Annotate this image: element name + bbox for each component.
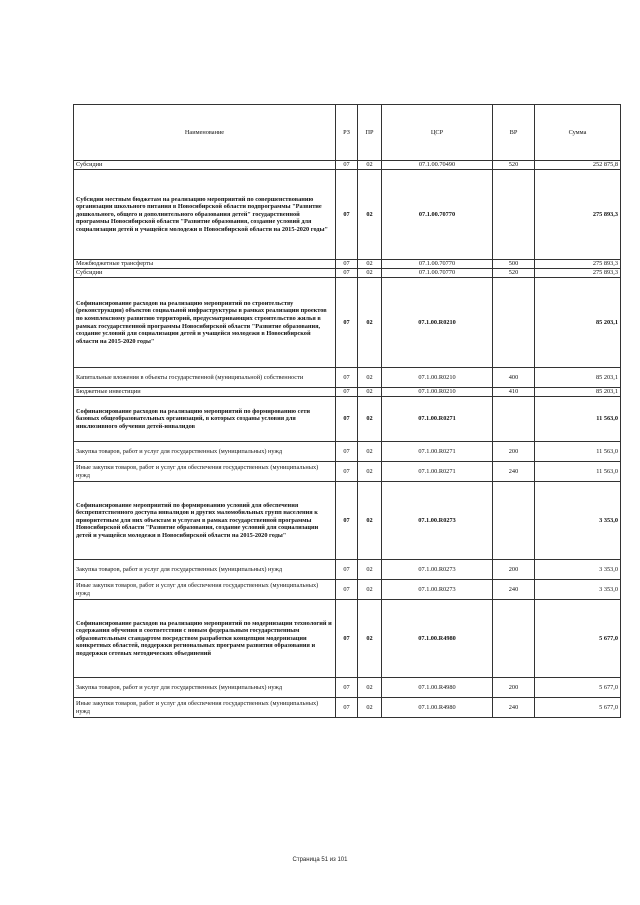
cell-vr: 410 bbox=[493, 388, 535, 397]
cell-pr: 02 bbox=[358, 388, 382, 397]
header-vr: ВР bbox=[493, 105, 535, 161]
cell-csr: 07.1.00.R0273 bbox=[382, 580, 493, 600]
header-pr: ПР bbox=[358, 105, 382, 161]
cell-name: Капитальные вложения в объекты государственной (муниципальной) собственности bbox=[74, 368, 336, 388]
cell-vr bbox=[493, 397, 535, 442]
table-row bbox=[74, 269, 621, 278]
cell-rz: 07 bbox=[336, 170, 358, 260]
cell-rz: 07 bbox=[336, 260, 358, 269]
cell-pr: 02 bbox=[358, 600, 382, 678]
cell-rz: 07 bbox=[336, 161, 358, 170]
cell-rz: 07 bbox=[336, 278, 358, 368]
cell-csr: 07.1.00.R0210 bbox=[382, 278, 493, 368]
cell-sum: 275 893,3 bbox=[535, 170, 621, 260]
cell-csr: 07.1.00.R0210 bbox=[382, 388, 493, 397]
cell-sum: 85 203,1 bbox=[535, 368, 621, 388]
cell-rz: 07 bbox=[336, 397, 358, 442]
budget-table bbox=[73, 104, 621, 718]
cell-vr: 200 bbox=[493, 442, 535, 462]
cell-vr bbox=[493, 170, 535, 260]
cell-name: Иные закупки товаров, работ и услуг для обеспечения государственных (муниципальных) нужд bbox=[74, 580, 336, 600]
cell-name: Межбюджетные трансферты bbox=[74, 260, 336, 269]
cell-rz: 07 bbox=[336, 698, 358, 718]
cell-name: Софинансирование расходов на реализацию мероприятий по модернизации технологий и содержания обучения в соответствии с новым федеральным государственным образовательным стандартом посредством разработки концепции модернизации конкретных областей, поддержки региональных программ развития образования и поддержки сетевых методических объединений bbox=[74, 600, 336, 678]
cell-csr: 07.1.00.R0210 bbox=[382, 368, 493, 388]
cell-name: Субсидии местным бюджетам на реализацию мероприятий по совершенствованию организации школьного питания в Новосибирской области подпрограммы "Развитие дошкольного, общего и дополнительного образования детей" государственной программы Новосибирской области "Развитие образования, создание условий для социализации детей и учащейся молодежи в Новосибирской области на 2015-2020 годы" bbox=[74, 170, 336, 260]
cell-sum: 85 203,1 bbox=[535, 278, 621, 368]
cell-pr: 02 bbox=[358, 397, 382, 442]
table-row bbox=[74, 462, 621, 482]
cell-pr: 02 bbox=[358, 278, 382, 368]
table-row bbox=[74, 442, 621, 462]
cell-csr: 07.1.00.70770 bbox=[382, 170, 493, 260]
cell-vr: 240 bbox=[493, 580, 535, 600]
table-row bbox=[74, 560, 621, 580]
cell-sum: 11 563,0 bbox=[535, 397, 621, 442]
cell-csr: 07.1.00.70770 bbox=[382, 260, 493, 269]
cell-pr: 02 bbox=[358, 560, 382, 580]
cell-rz: 07 bbox=[336, 368, 358, 388]
cell-sum: 3 353,0 bbox=[535, 580, 621, 600]
cell-rz: 07 bbox=[336, 580, 358, 600]
cell-vr bbox=[493, 278, 535, 368]
cell-csr: 07.1.00.R0273 bbox=[382, 560, 493, 580]
cell-pr: 02 bbox=[358, 161, 382, 170]
header-sum: Сумма bbox=[535, 105, 621, 161]
cell-pr: 02 bbox=[358, 580, 382, 600]
header-csr: ЦСР bbox=[382, 105, 493, 161]
table-row bbox=[74, 368, 621, 388]
cell-sum: 5 677,0 bbox=[535, 698, 621, 718]
cell-sum: 275 893,3 bbox=[535, 269, 621, 278]
cell-pr: 02 bbox=[358, 269, 382, 278]
cell-name: Субсидии bbox=[74, 269, 336, 278]
cell-vr bbox=[493, 482, 535, 560]
header-rz: РЗ bbox=[336, 105, 358, 161]
cell-csr: 07.1.00.R0273 bbox=[382, 482, 493, 560]
cell-sum: 5 677,0 bbox=[535, 678, 621, 698]
cell-sum: 85 203,1 bbox=[535, 388, 621, 397]
cell-vr: 400 bbox=[493, 368, 535, 388]
cell-name: Иные закупки товаров, работ и услуг для обеспечения государственных (муниципальных) нужд bbox=[74, 462, 336, 482]
table-body bbox=[74, 161, 621, 718]
table-row bbox=[74, 161, 621, 170]
cell-vr: 200 bbox=[493, 678, 535, 698]
cell-rz: 07 bbox=[336, 600, 358, 678]
cell-name: Бюджетные инвестиции bbox=[74, 388, 336, 397]
cell-pr: 02 bbox=[358, 698, 382, 718]
cell-sum: 5 677,0 bbox=[535, 600, 621, 678]
cell-pr: 02 bbox=[358, 482, 382, 560]
cell-rz: 07 bbox=[336, 442, 358, 462]
cell-vr: 240 bbox=[493, 698, 535, 718]
cell-name: Закупка товаров, работ и услуг для государственных (муниципальных) нужд bbox=[74, 442, 336, 462]
table-row bbox=[74, 260, 621, 269]
table-row bbox=[74, 388, 621, 397]
cell-sum: 3 353,0 bbox=[535, 560, 621, 580]
cell-rz: 07 bbox=[336, 388, 358, 397]
cell-sum: 11 563,0 bbox=[535, 462, 621, 482]
cell-rz: 07 bbox=[336, 269, 358, 278]
table-row bbox=[74, 600, 621, 678]
cell-csr: 07.1.00.R0271 bbox=[382, 442, 493, 462]
cell-csr: 07.1.00.R0271 bbox=[382, 397, 493, 442]
cell-vr: 200 bbox=[493, 560, 535, 580]
table-row bbox=[74, 482, 621, 560]
cell-pr: 02 bbox=[358, 462, 382, 482]
cell-sum: 3 353,0 bbox=[535, 482, 621, 560]
cell-rz: 07 bbox=[336, 482, 358, 560]
cell-rz: 07 bbox=[336, 462, 358, 482]
cell-name: Субсидии bbox=[74, 161, 336, 170]
cell-csr: 07.1.00.R4980 bbox=[382, 698, 493, 718]
cell-sum: 11 563,0 bbox=[535, 442, 621, 462]
cell-vr bbox=[493, 600, 535, 678]
header-name: Наименование bbox=[74, 105, 336, 161]
cell-sum: 275 893,3 bbox=[535, 260, 621, 269]
cell-csr: 07.1.00.R0271 bbox=[382, 462, 493, 482]
cell-pr: 02 bbox=[358, 170, 382, 260]
cell-name: Иные закупки товаров, работ и услуг для обеспечения государственных (муниципальных) нужд bbox=[74, 698, 336, 718]
header-row bbox=[74, 105, 621, 161]
table-row bbox=[74, 170, 621, 260]
cell-csr: 07.1.00.R4980 bbox=[382, 600, 493, 678]
cell-name: Софинансирование мероприятий по формированию условий для обеспечения беспрепятственного доступа инвалидов и других маломобильных групп населения к приоритетным для них объектам и услугам в рамках государственной программы Новосибирской области "Развитие образования, создание условий для социализации детей и учащейся молодежи в Новосибирской области на 2015-2020 годы" bbox=[74, 482, 336, 560]
table-row bbox=[74, 580, 621, 600]
cell-sum: 252 875,8 bbox=[535, 161, 621, 170]
cell-name: Софинансирование расходов на реализацию мероприятий по строительству (реконструкции) объектов социальной инфраструктуры в рамках реализации проектов по комплексному развитию территорий, предусматривающих строительство жилья в рамках государственной программы Новосибирской области "Развитие образования, создание условий для социализации детей и учащейся молодежи в Новосибирской области на 2015-2020 годы" bbox=[74, 278, 336, 368]
cell-rz: 07 bbox=[336, 678, 358, 698]
cell-vr: 520 bbox=[493, 161, 535, 170]
cell-csr: 07.1.00.70490 bbox=[382, 161, 493, 170]
cell-csr: 07.1.00.R4980 bbox=[382, 678, 493, 698]
cell-rz: 07 bbox=[336, 560, 358, 580]
cell-pr: 02 bbox=[358, 260, 382, 269]
table-row bbox=[74, 678, 621, 698]
cell-name: Закупка товаров, работ и услуг для государственных (муниципальных) нужд bbox=[74, 560, 336, 580]
cell-pr: 02 bbox=[358, 442, 382, 462]
cell-pr: 02 bbox=[358, 368, 382, 388]
cell-pr: 02 bbox=[358, 678, 382, 698]
cell-vr: 520 bbox=[493, 269, 535, 278]
cell-vr: 500 bbox=[493, 260, 535, 269]
cell-csr: 07.1.00.70770 bbox=[382, 269, 493, 278]
page-number: Страница 51 из 101 bbox=[292, 857, 348, 863]
cell-name: Софинансирование расходов на реализацию мероприятий по формированию сети базовых общеобразовательных организаций, в которых созданы условия для инклюзивного обучения детей-инвалидов bbox=[74, 397, 336, 442]
cell-name: Закупка товаров, работ и услуг для государственных (муниципальных) нужд bbox=[74, 678, 336, 698]
table-row bbox=[74, 397, 621, 442]
cell-vr: 240 bbox=[493, 462, 535, 482]
table-row bbox=[74, 698, 621, 718]
table-row bbox=[74, 278, 621, 368]
